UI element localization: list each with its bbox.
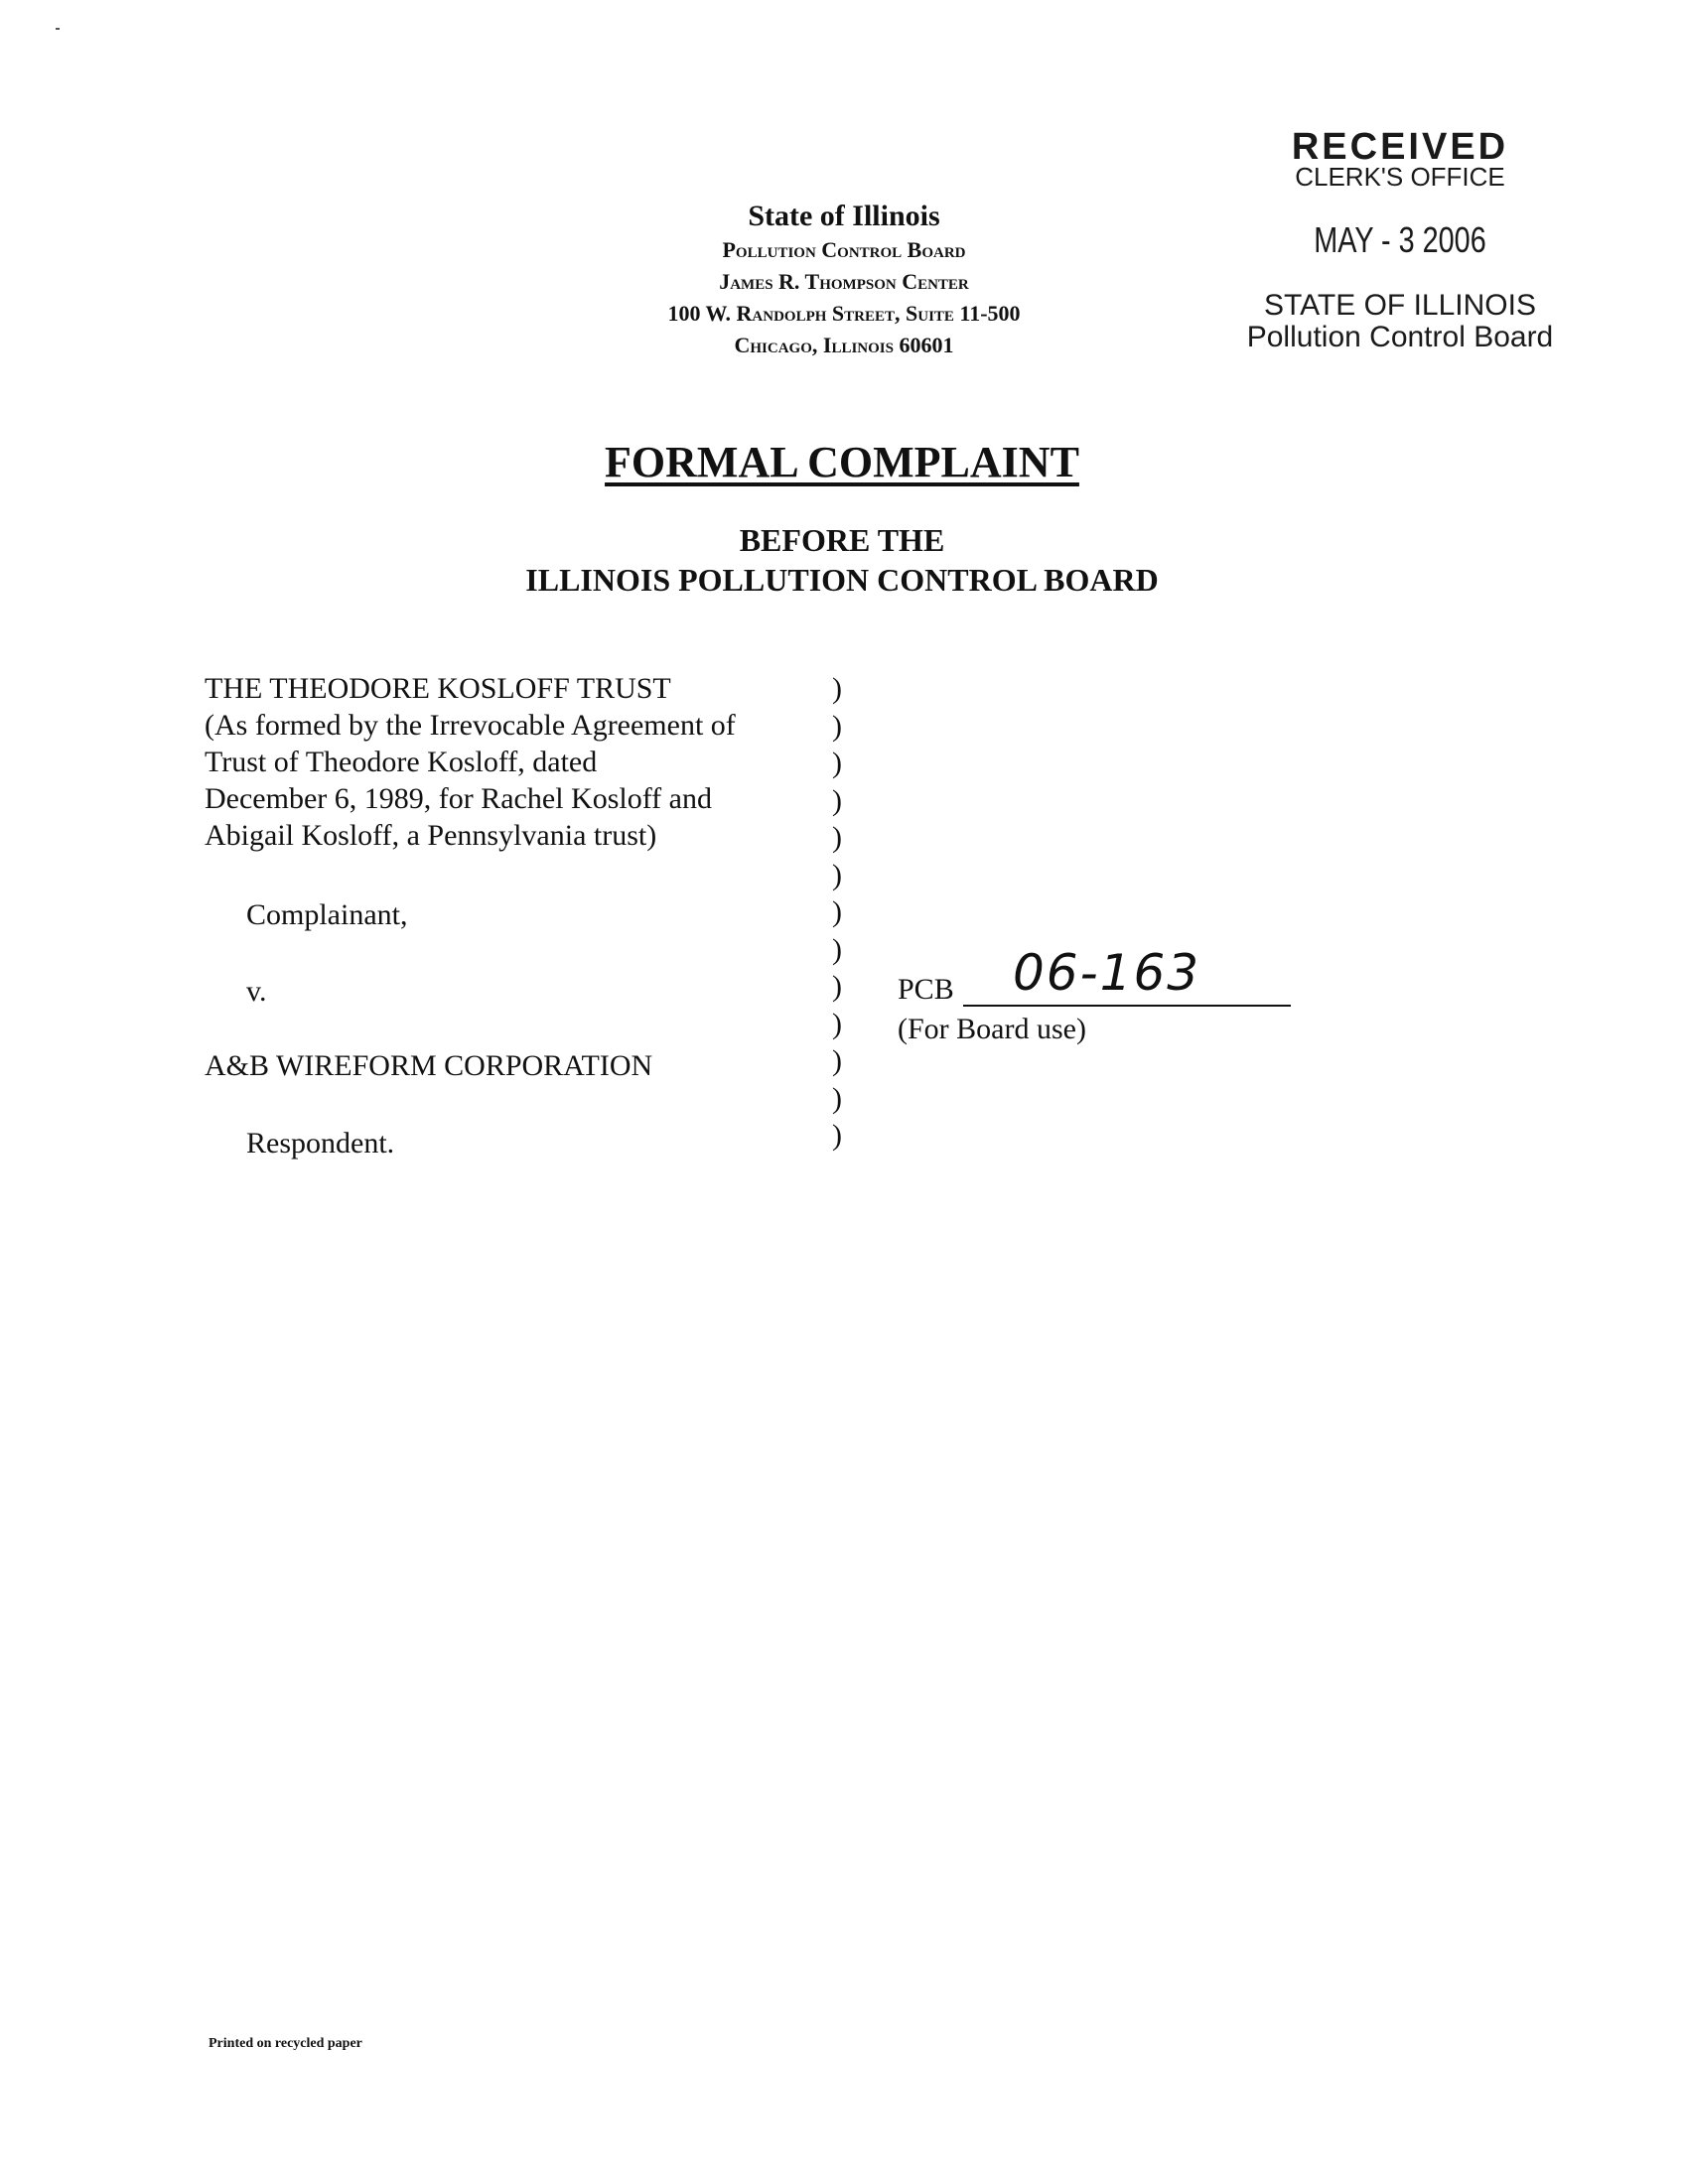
complainant-line-3: Trust of Theodore Kosloff, dated	[205, 746, 598, 778]
header-city: Chicago, Illinois 60601	[734, 333, 954, 357]
complainant-line-5: Abigail Kosloff, a Pennsylvania trust)	[205, 819, 657, 852]
paren: )	[832, 1119, 842, 1152]
stamp-received: RECEIVED	[1291, 126, 1509, 168]
pcb-number-line	[963, 1005, 1291, 1007]
complainant-name	[205, 670, 736, 854]
header-building: James R. Thompson Center	[719, 269, 969, 294]
document-title: FORMAL COMPLAINT	[605, 438, 1079, 486]
complainant-line-2: (As formed by the Irrevocable Agreement of	[205, 709, 736, 742]
stamp-date: MAY - 3 2006	[1314, 219, 1486, 260]
scan-speck	[56, 28, 60, 30]
header-agency: Pollution Control Board	[722, 237, 966, 262]
before-board	[0, 520, 1684, 600]
paren: )	[832, 970, 842, 1003]
paren: )	[832, 783, 842, 817]
recycled-paper-note: Printed on recycled paper	[209, 2036, 362, 2051]
paren: )	[832, 895, 842, 928]
header-state: State of Illinois	[748, 200, 940, 232]
complainant-line-1: THE THEODORE KOSLOFF TRUST	[205, 672, 671, 705]
paren: )	[832, 1007, 842, 1040]
paren: )	[832, 1044, 842, 1077]
stamp-clerks-office: CLERK'S OFFICE	[1295, 162, 1505, 192]
complainant-label: Complainant,	[246, 898, 408, 931]
received-stamp	[1221, 127, 1579, 353]
paren: )	[832, 932, 842, 966]
paren: )	[832, 672, 842, 705]
before-line-1: BEFORE THE	[739, 522, 945, 558]
stamp-board: Pollution Control Board	[1246, 321, 1554, 353]
pcb-number-handwritten: 06-163	[1013, 944, 1201, 1002]
paren: )	[832, 709, 842, 743]
paren: )	[832, 821, 842, 854]
paren: )	[832, 747, 842, 779]
complainant-line-4: December 6, 1989, for Rachel Kosloff and	[205, 782, 712, 815]
caption-parentheses	[832, 670, 842, 1155]
respondent-name: A&B WIREFORM CORPORATION	[205, 1049, 653, 1082]
respondent-label: Respondent.	[246, 1127, 395, 1160]
before-line-2: ILLINOIS POLLUTION CONTROL BOARD	[525, 562, 1159, 598]
paren: )	[832, 858, 842, 891]
paren: )	[832, 1081, 842, 1115]
board-use-note: (For Board use)	[898, 1013, 1086, 1045]
agency-header	[556, 199, 1132, 361]
versus: v.	[246, 975, 267, 1008]
pcb-label: PCB	[898, 973, 954, 1006]
header-street: 100 W. Randolph Street, Suite 11-500	[667, 301, 1021, 326]
stamp-state: STATE OF ILLINOIS	[1264, 289, 1536, 322]
